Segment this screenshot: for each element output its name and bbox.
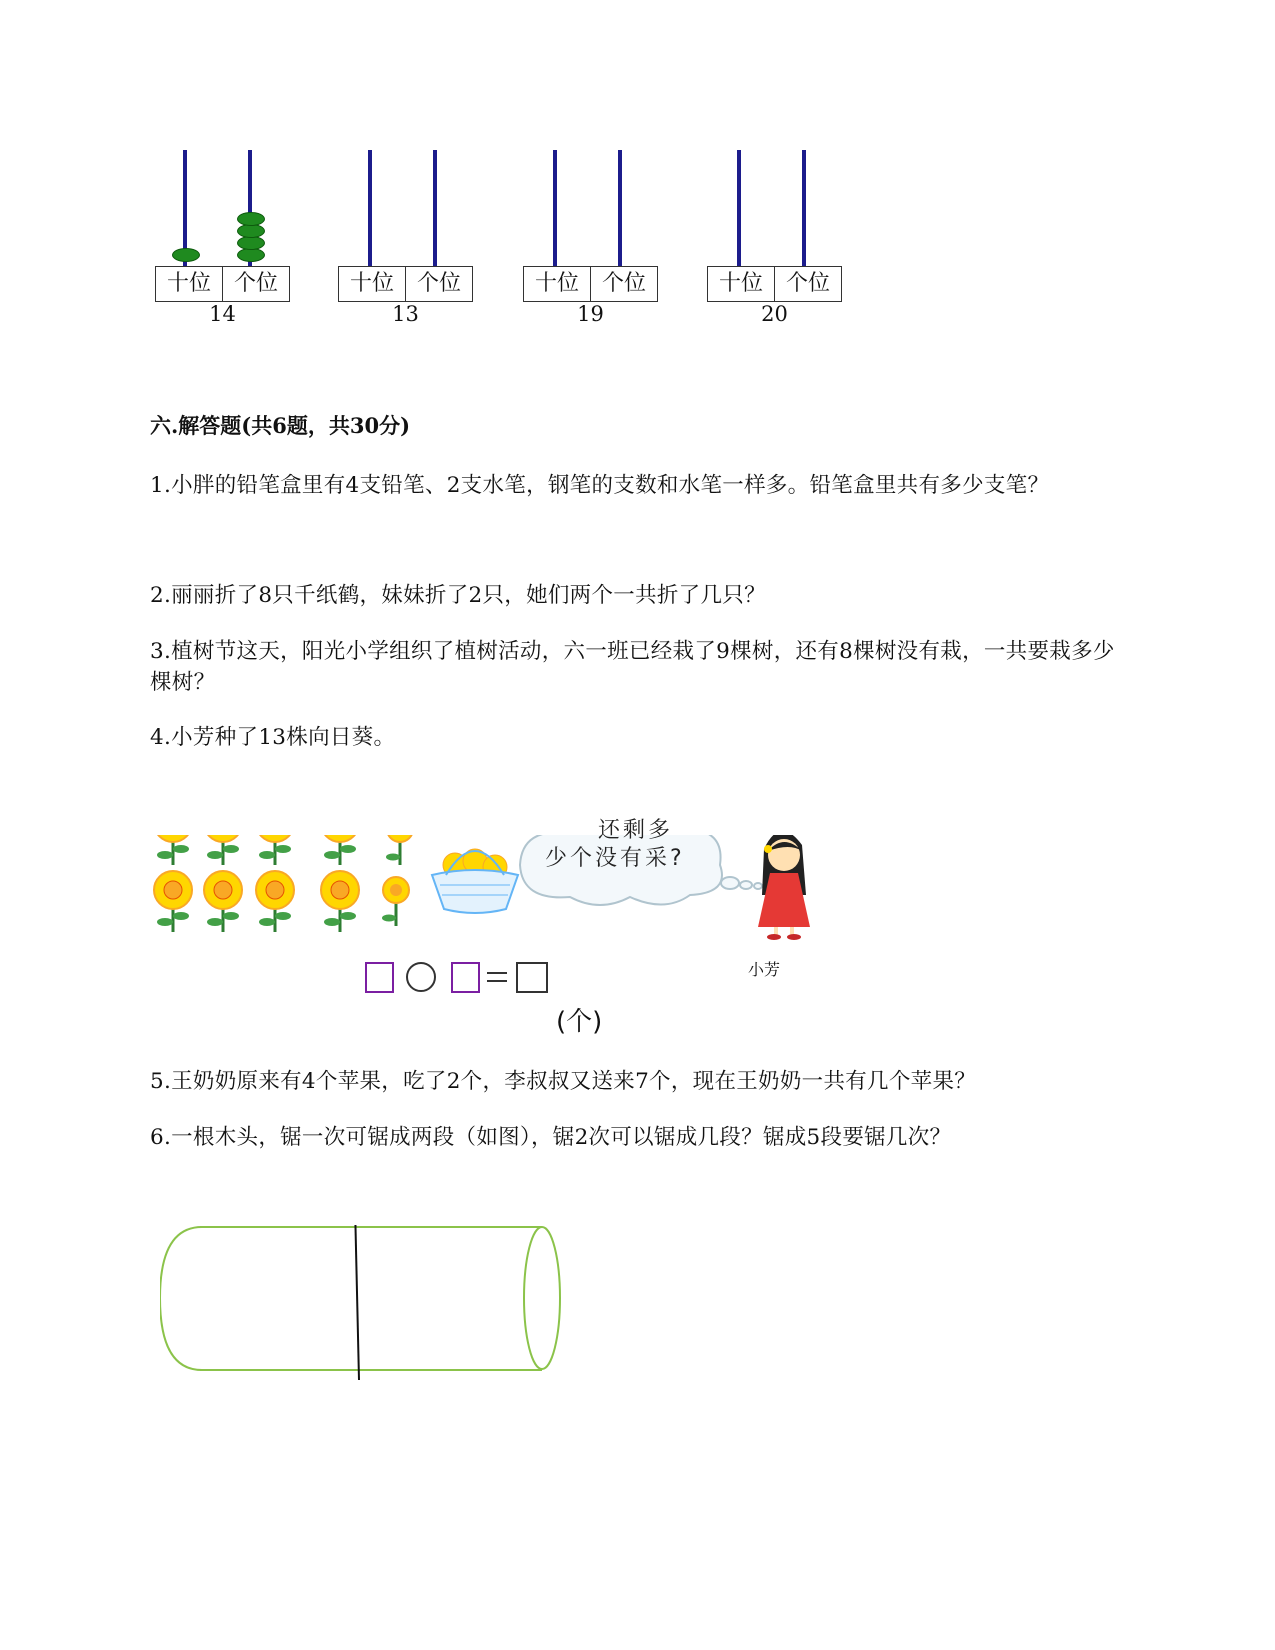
sunflower-icon bbox=[256, 835, 294, 865]
equation-unit: (个) bbox=[556, 1007, 603, 1037]
sunflower-icon bbox=[154, 835, 192, 865]
tens-rod bbox=[553, 150, 557, 268]
place-value-labels bbox=[338, 266, 473, 302]
sunflower-scene-svg bbox=[150, 835, 860, 1060]
tens-label: 十位 bbox=[718, 271, 763, 296]
abacus-number: 19 bbox=[577, 302, 604, 326]
abacus-number: 13 bbox=[392, 302, 419, 326]
log-cylinder-svg bbox=[160, 1225, 570, 1415]
place-value-labels bbox=[707, 266, 842, 302]
bead bbox=[237, 224, 265, 238]
abacus-19 bbox=[523, 150, 658, 335]
tens-rod bbox=[368, 150, 372, 268]
abacus-row bbox=[155, 150, 875, 335]
sunflower-icon bbox=[382, 877, 409, 926]
abacus-number: 14 bbox=[209, 302, 236, 326]
question-4: 4.小芳种了13株向日葵。 bbox=[150, 725, 396, 750]
section-title: 六.解答题(共6题，共30分) bbox=[150, 413, 411, 438]
basket-icon bbox=[432, 849, 518, 913]
sunflower-icon bbox=[256, 871, 294, 932]
place-value-labels bbox=[155, 266, 290, 302]
ones-label: 个位 bbox=[222, 267, 289, 301]
abacus-14 bbox=[155, 150, 290, 335]
bead bbox=[237, 236, 265, 250]
sunflower-icon bbox=[154, 871, 192, 932]
bead bbox=[237, 248, 265, 262]
tens-label: 十位 bbox=[534, 271, 579, 296]
cloud-text-line1: 还剩多 bbox=[598, 818, 674, 843]
saw-cut-line bbox=[355, 1225, 359, 1380]
abacus-13 bbox=[338, 150, 473, 335]
blank-square bbox=[366, 963, 393, 992]
question-5: 5.王奶奶原来有4个苹果，吃了2个，李叔叔又送来7个，现在王奶奶一共有几个苹果？ bbox=[150, 1069, 977, 1094]
cloud-text-line2: 少个没有采? bbox=[545, 846, 685, 871]
ones-label: 个位 bbox=[590, 267, 657, 301]
question-3: 3.植树节这天，阳光小学组织了植树活动，六一班已经栽了9棵树，还有8棵树没有栽，一共要栽多少棵树？ bbox=[150, 639, 1115, 695]
sunflower-icon bbox=[321, 835, 359, 865]
bead bbox=[237, 212, 265, 226]
sunflower-icon bbox=[204, 835, 242, 865]
sunflower-illustration bbox=[150, 818, 860, 1060]
ones-label: 个位 bbox=[774, 267, 841, 301]
ones-rod bbox=[433, 150, 437, 268]
operator-circle bbox=[407, 963, 435, 991]
tens-label: 十位 bbox=[166, 271, 211, 296]
abacus-20 bbox=[707, 150, 842, 335]
girl-name-label: 小芳 bbox=[748, 960, 781, 979]
equation-blanks bbox=[366, 963, 547, 992]
sunflower-icon bbox=[204, 871, 242, 932]
blank-square bbox=[452, 963, 479, 992]
log-figure bbox=[160, 1225, 570, 1419]
bead bbox=[172, 248, 200, 262]
ones-rod bbox=[618, 150, 622, 268]
place-value-labels bbox=[523, 266, 658, 302]
question-1: 1.小胖的铅笔盒里有4支铅笔、2支水笔，钢笔的支数和水笔一样多。铅笔盒里共有多少支笔？ bbox=[150, 473, 1050, 498]
ones-rod bbox=[802, 150, 806, 268]
tens-label: 十位 bbox=[349, 271, 394, 296]
answer-square bbox=[517, 963, 547, 992]
question-6: 6.一根木头，锯一次可锯成两段（如图），锯2次可以锯成几段？锯成5段要锯几次？ bbox=[150, 1125, 952, 1150]
ones-label: 个位 bbox=[405, 267, 472, 301]
sunflower-icon bbox=[386, 835, 413, 865]
tens-rod bbox=[737, 150, 741, 268]
question-2: 2.丽丽折了8只千纸鹤，妹妹折了2只，她们两个一共折了几只？ bbox=[150, 583, 766, 608]
girl-xiaofang-icon bbox=[758, 835, 810, 940]
abacus-number: 20 bbox=[761, 302, 788, 326]
sunflower-icon bbox=[321, 871, 359, 932]
